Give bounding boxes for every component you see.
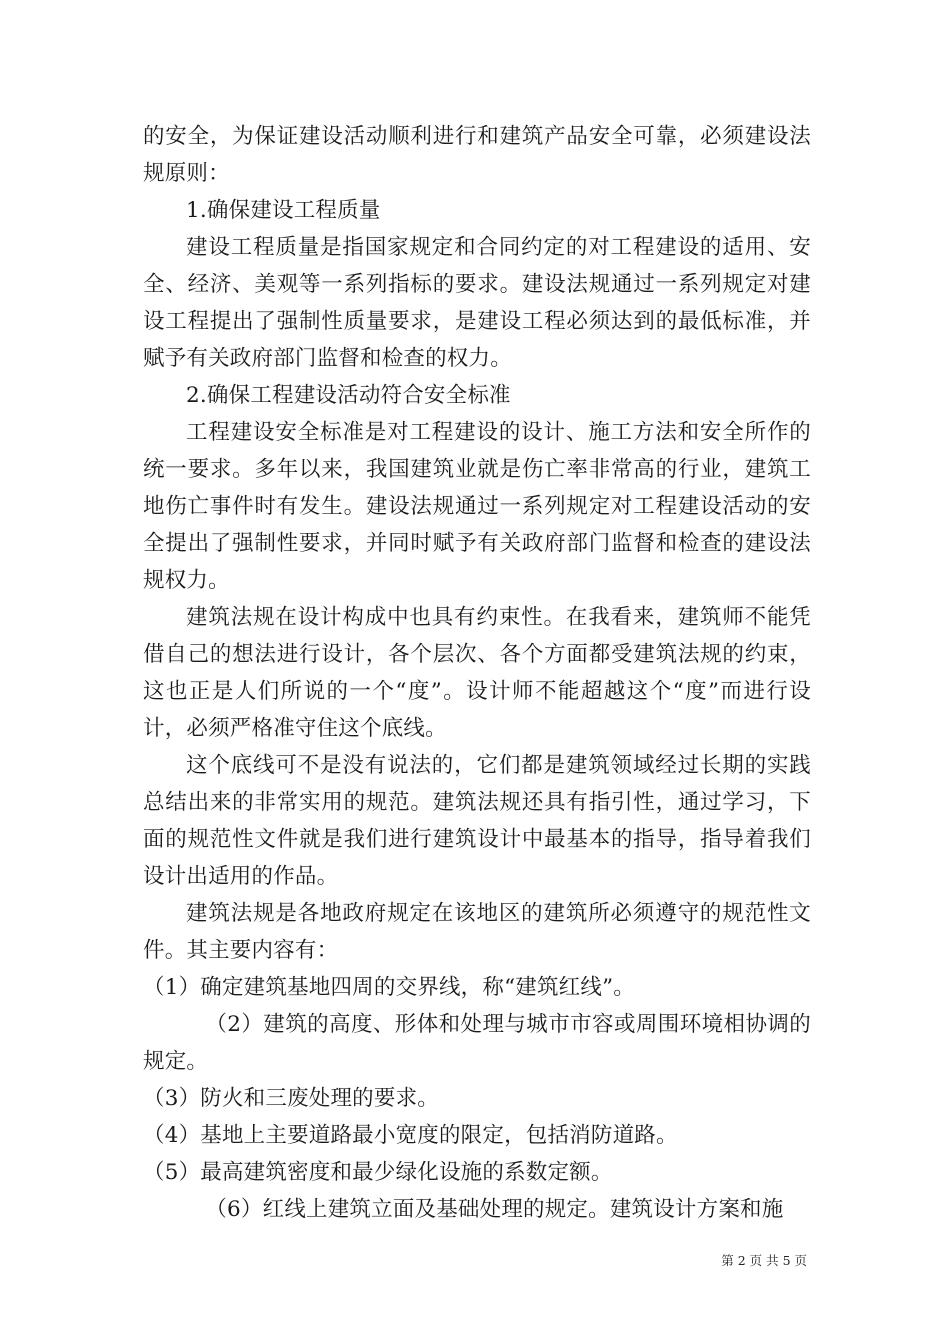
paragraph-continuation: 的安全，为保证建设活动顺利进行和建筑产品安全可靠，必须建设法规原则： — [143, 124, 811, 186]
paragraph-constraint: 建筑法规在设计构成中也具有约束性。在我看来，建筑师不能凭借自己的想法进行设计，各个层次、各个方面都受建筑法规的约束，这也正是人们所说的一个“度”。设计师不能超越这个“度”而进行设计，必须严格准守住这个底线。 — [143, 605, 811, 741]
list-item: （2）建筑的高度、形体和处理与城市市容或周围环境相协调的规定。 — [143, 1012, 811, 1074]
list-item: （4）基地上主要道路最小宽度的限定，包括消防道路。 — [143, 1123, 678, 1148]
list-item: （1）确定建筑基地四周的交界线，称“建筑红线”。 — [143, 975, 635, 1000]
list-item: （5）最高建筑密度和最少绿化设施的系数定额。 — [143, 1160, 613, 1185]
paragraph-quality: 建设工程质量是指国家规定和合同约定的对工程建设的适用、安全、经济、美观等一系列指标的要求。建设法规通过一系列规定对建设工程提出了强制性质量要求，是建设工程必须达到的最低标准，并赋予有关政府部门监督和检查的权力。 — [143, 235, 811, 371]
paragraph-bottom-line: 这个底线可不是没有说法的，它们都是建筑领域经过长期的实践总结出来的非常实用的规范。建筑法规还具有指引性，通过学习，下面的规范性文件就是我们进行建筑设计中最基本的指导，指导着我们设计出适用的作品。 — [143, 753, 811, 889]
document-body — [143, 118, 811, 1228]
paragraph-safety: 工程建设安全标准是对工程建设的设计、施工方法和安全所作的统一要求。多年以来，我国建筑业就是伤亡率非常高的行业，建筑工地伤亡事件时有发生。建设法规通过一系列规定对工程建设活动的安全提出了强制性要求，并同时赋予有关政府部门监督和检查的建设法规权力。 — [143, 420, 811, 593]
list-item: （6）红线上建筑立面及基础处理的规定。建筑设计方案和施 — [205, 1197, 784, 1222]
paragraph-regulation-content: 建筑法规是各地政府规定在该地区的建筑所必须遵守的规范性文件。其主要内容有： — [143, 901, 811, 963]
list-item: （3）防火和三废处理的要求。 — [143, 1086, 439, 1111]
section-heading-safety: 2.确保工程建设活动符合安全标准 — [186, 383, 511, 408]
section-heading-quality: 1.确保建设工程质量 — [186, 198, 381, 223]
page-number-footer: 第 2 页 共 5 页 — [721, 1253, 807, 1268]
